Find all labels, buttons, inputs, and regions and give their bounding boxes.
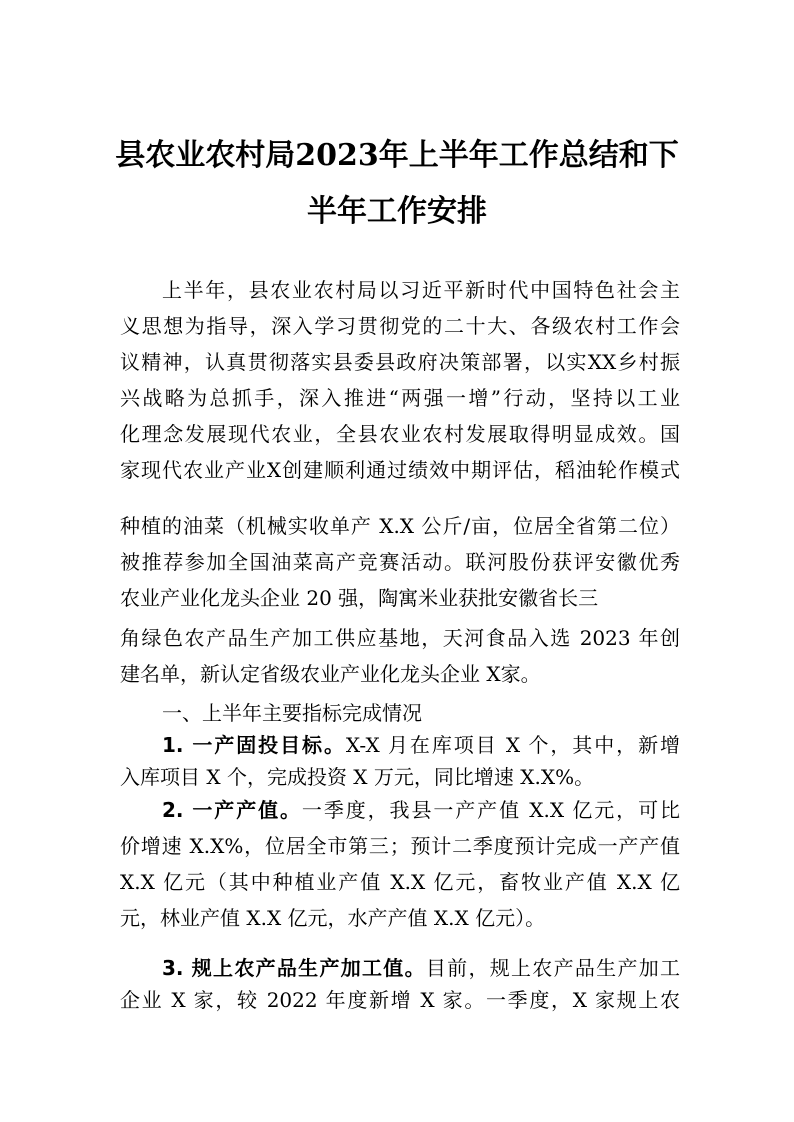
- paragraph-line: 化理念发展现代农业，全县农业农村发展取得明显成效。国: [120, 422, 680, 446]
- item-2-line: X.X 亿元（其中种植业产值 X.X 亿元，畜牧业产值 X.X 亿: [120, 870, 680, 894]
- item-3-line-1: [120, 953, 680, 983]
- item-3-line-2: 企业 X 家，较 2022 年度新增 X 家。一季度，X 家规上农: [120, 988, 680, 1012]
- paragraph-line: 角绿色农产品生产加工供应基地，天河食品入选 2023 年创: [120, 626, 680, 650]
- item-3-text: 目前，规上农产品生产加工: [425, 956, 680, 980]
- section-heading: 一、上半年主要指标完成情况: [162, 701, 422, 725]
- item-1-line-2: 入库项目 X 个，完成投资 X 万元，同比增速 X.X%。: [120, 765, 595, 789]
- paragraph-line: 被推荐参加全国油菜高产竞赛活动。联河股份获评安徽优秀: [120, 550, 680, 574]
- paragraph-line: 兴战略为总抓手，深入推进“两强一增”行动，坚持以工业: [120, 386, 680, 410]
- item-3-label: 3. 规上农产品生产加工值。: [162, 956, 426, 980]
- paragraph-line: 家现代农业产业X创建顺利通过绩效中期评估，稻油轮作模式: [120, 458, 680, 482]
- paragraph-line: 议精神，认真贯彻落实县委县政府决策部署，以实XX乡村振: [120, 350, 680, 374]
- item-1-label: 1. 一产固投目标。: [162, 733, 346, 757]
- item-2-line: 元，林业产值 X.X 亿元，水产产值 X.X 亿元）。: [120, 906, 546, 930]
- item-2-line-1: [120, 795, 680, 825]
- item-2-text: 一季度，我县一产产值 X.X 亿元，可比: [301, 798, 680, 822]
- item-2-line: 价增速 X.X%，位居全市第三；预计二季度预计完成一产产值: [120, 834, 680, 858]
- paragraph-line: 农业产业化龙头企业 20 强，陶寓米业获批安徽省长三: [120, 586, 599, 610]
- paragraph-line: 种植的油菜（机械实收单产 X.X 公斤/亩，位居全省第二位）: [120, 514, 680, 538]
- item-1-line-1: [120, 730, 680, 760]
- document-title-line-1: 县农业农村局2023年上半年工作总结和下: [115, 138, 679, 173]
- item-2-label: 2. 一产产值。: [162, 798, 302, 822]
- paragraph-line: 建名单，新认定省级农业产业化龙头企业 X家。: [120, 662, 541, 686]
- document-title-line-2: 半年工作安排: [307, 194, 487, 229]
- paragraph-line: 上半年，县农业农村局以习近平新时代中国特色社会主: [162, 278, 680, 302]
- item-1-text: X-X 月在库项目 X 个，其中，新增: [345, 733, 680, 757]
- paragraph-line: 义思想为指导，深入学习贯彻党的二十大、各级农村工作会: [120, 314, 680, 338]
